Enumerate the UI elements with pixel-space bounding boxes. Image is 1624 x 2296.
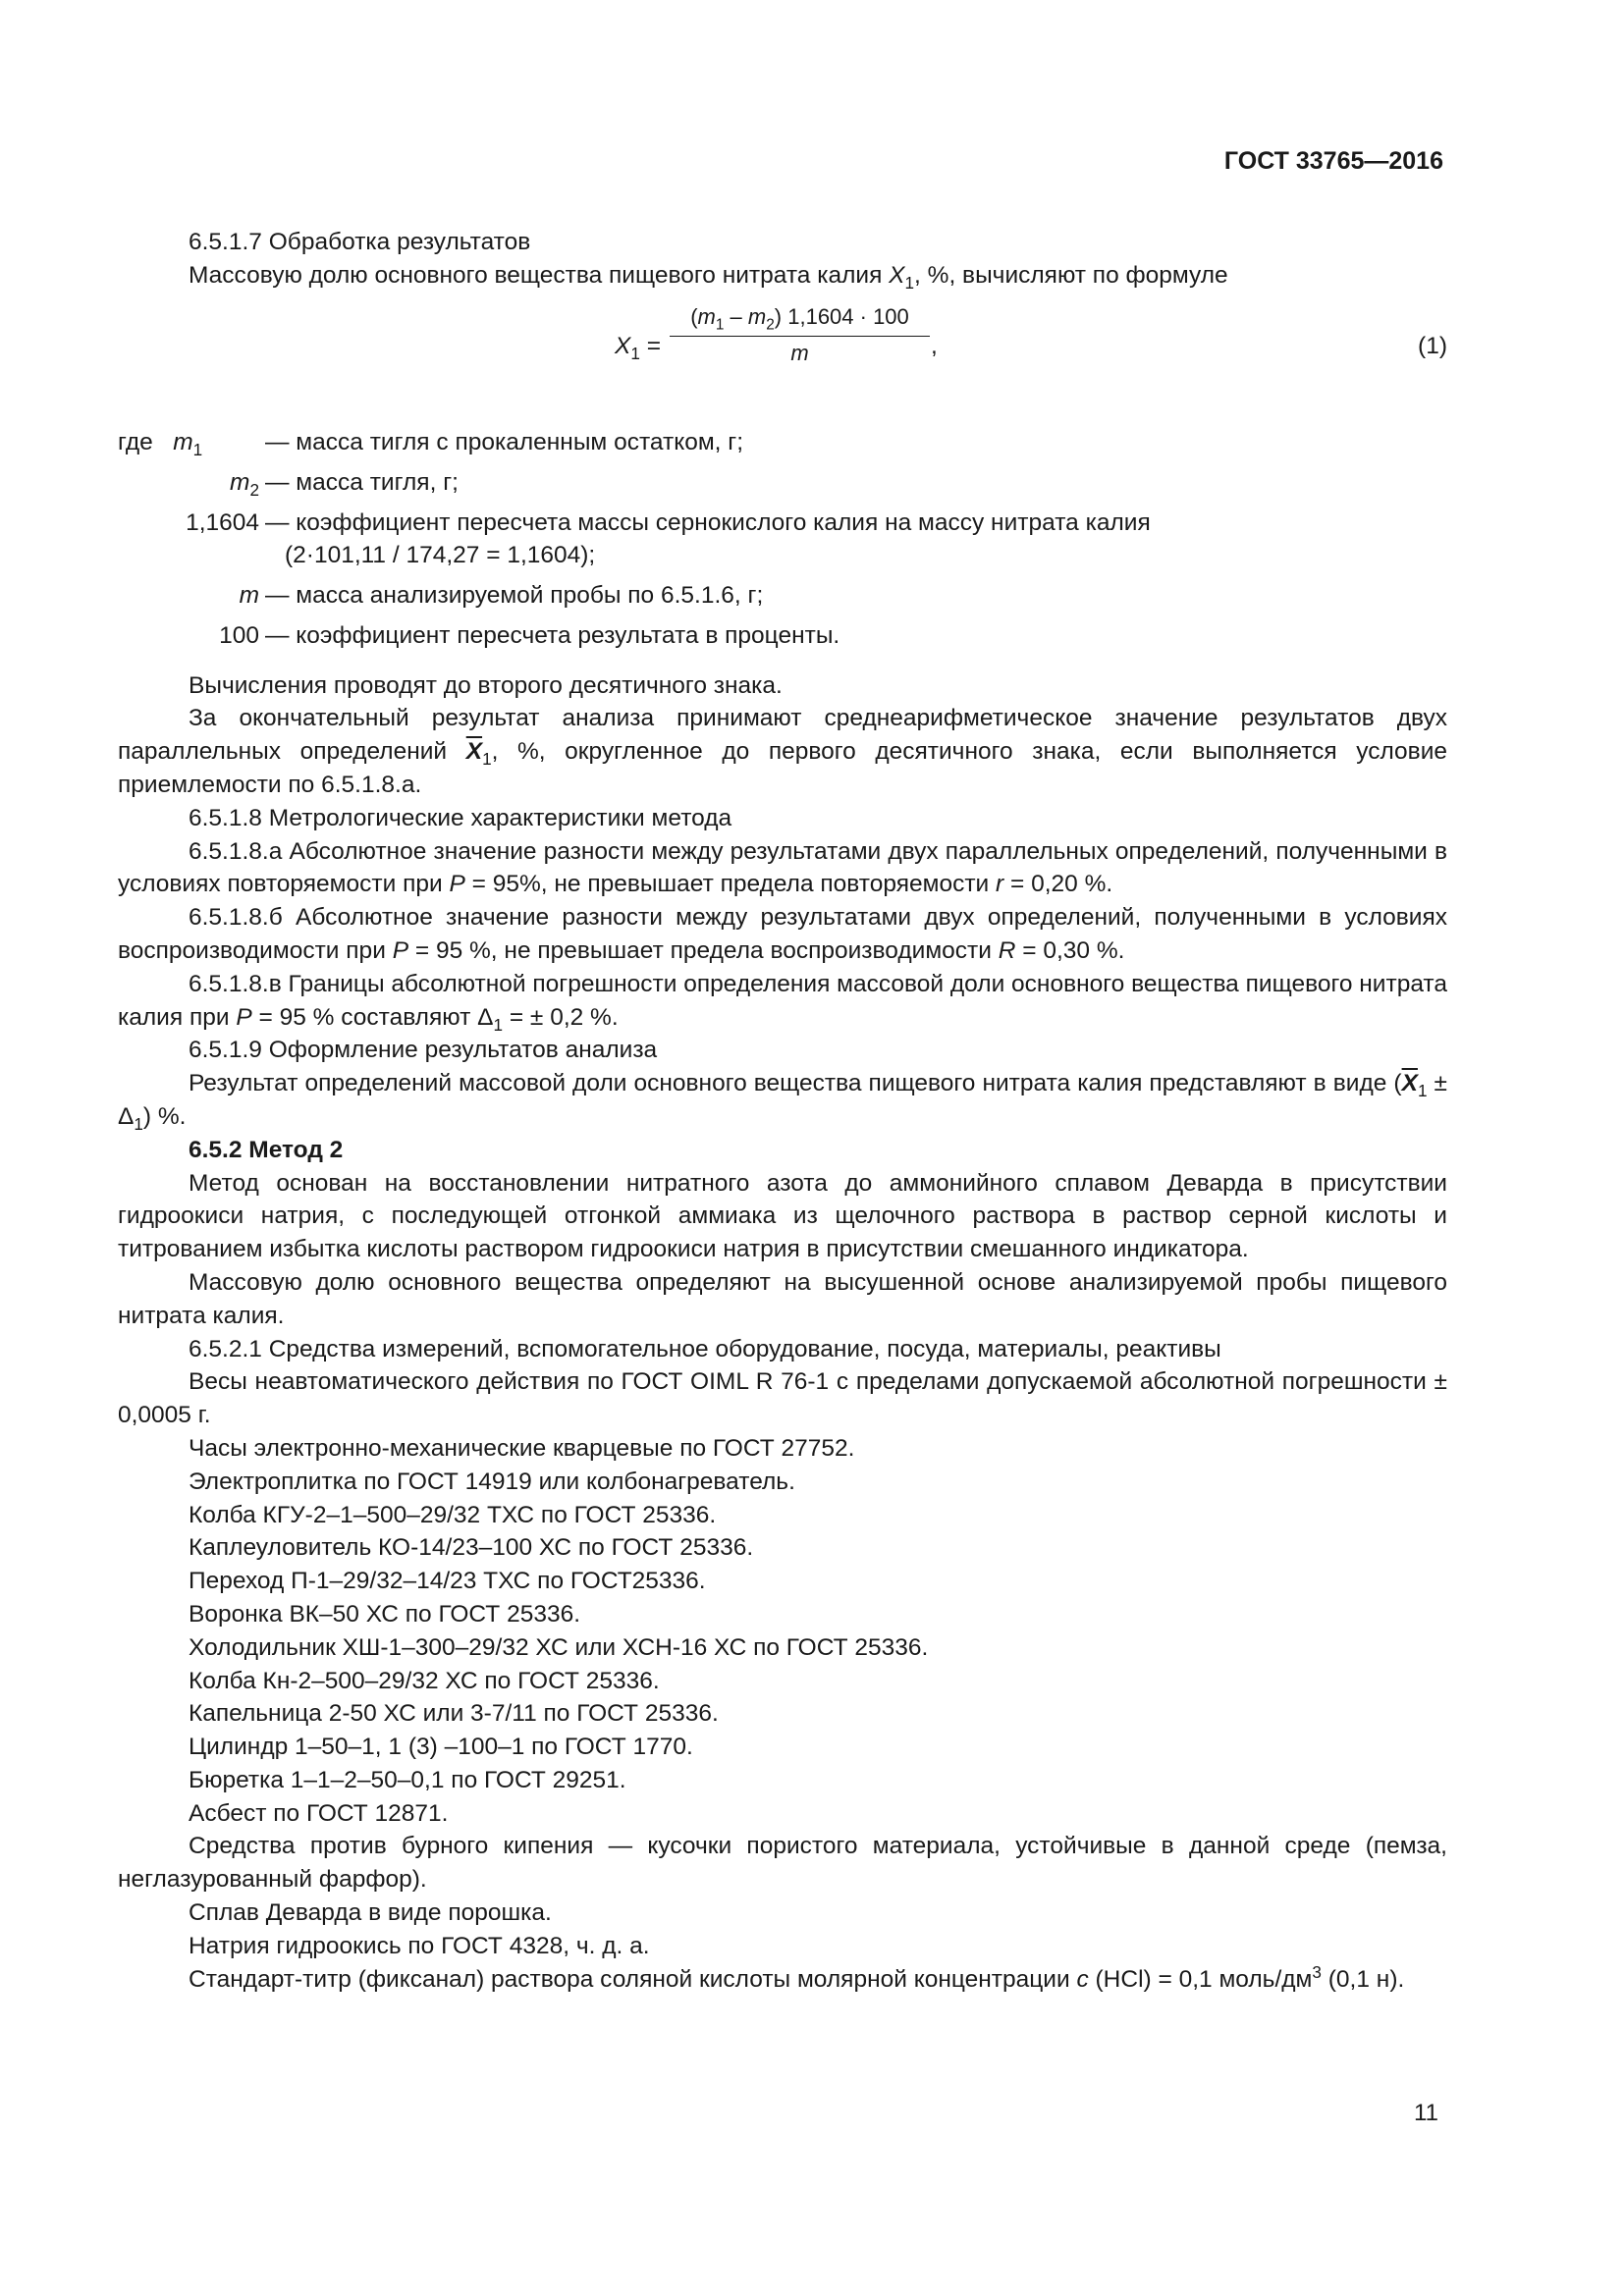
list-item: Колба Кн-2–500–29/32 ХС по ГОСТ 25336. bbox=[189, 1667, 660, 1694]
section-6-5-1-8-title: 6.5.1.8 Метрологические характеристики метода bbox=[189, 804, 732, 831]
section-6-5-2-title: 6.5.2 Метод 2 bbox=[189, 1136, 344, 1163]
section-6-5-1-9-title: 6.5.1.9 Оформление результатов анализа bbox=[189, 1037, 658, 1064]
formula-numerator: $(m_1 - m_2) 1,1604 \cdot 100$ bbox=[690, 303, 909, 333]
list-item: Холодильник ХШ-1–300–29/32 ХС или ХСН-16 ХС по ГОСТ 25336. bbox=[189, 1633, 929, 1661]
list-item: Каплеуловитель КО-14/23–100 ХС по ГОСТ 25336. bbox=[189, 1534, 754, 1562]
list-item: Цилиндр 1–50–1, 1 (3) –100–1 по ГОСТ 1770. bbox=[189, 1734, 693, 1761]
standard-titer-item: Стандарт-титр (фиксанал) раствора соляной кислоты молярной концентрации c (HCl) = 0,1 моль/$дм^3$ (0,1 н). bbox=[189, 1961, 1405, 1993]
method-2-description: Метод основан на восстановлении нитратного азота до аммонийного сплавом Деварда в присутствии гидроокиси натрия, с последующей отгонкой аммиака из щелочного раствора в раствор серной кислоты и титрованием избытка кислоты раствором гидроокиси натрия в присутствии смешанного индикатора. bbox=[118, 1169, 1447, 1263]
formula-lhs: $X_1$ = bbox=[615, 332, 662, 363]
section-6-5-1-8-b: 6.5.1.8.б Абсолютное значение разности между результатами двух определений, полученными в условиях воспроизводимости при P = 95 %, не превышает предела воспроизводимости R = 0,30 %. bbox=[118, 904, 1447, 964]
list-item: Электроплитка по ГОСТ 14919 или колбонагреватель. bbox=[189, 1468, 795, 1495]
list-item: Воронка ВК–50 ХС по ГОСТ 25336. bbox=[189, 1600, 580, 1628]
section-6-5-1-7-title: 6.5.1.7 Обработка результатов bbox=[189, 229, 531, 255]
boiling-agents-item: Средства против бурного кипения — кусочки пористого материала, устойчивые в данной среде (пемза, неглазурованный фарфор). bbox=[118, 1833, 1447, 1894]
document-header: ГОСТ 33765—2016 bbox=[1223, 147, 1443, 175]
list-item: Переход П-1–29/32–14/23 ТХС по ГОСТ25336. bbox=[189, 1568, 706, 1595]
page-number: 11 bbox=[1414, 2100, 1438, 2126]
method-2-mass-paragraph: Массовую долю основного вещества определяют на высушенной основе анализируемой пробы пищевого нитрата калия. bbox=[118, 1268, 1447, 1329]
fraction-bar bbox=[670, 336, 930, 337]
naoh-item: Натрия гидроокись по ГОСТ 4328, ч. д. а. bbox=[189, 1932, 650, 1959]
list-item: Колба КГУ-2–1–500–29/32 ТХС по ГОСТ 25336. bbox=[189, 1501, 717, 1528]
list-item: Бюретка 1–1–2–50–0,1 по ГОСТ 29251. bbox=[189, 1766, 626, 1793]
formula-number: (1) bbox=[1418, 332, 1447, 359]
list-item: Асбест по ГОСТ 12871. bbox=[189, 1799, 449, 1827]
section-6-5-2-1-title: 6.5.2.1 Средства измерений, вспомогательное оборудование, посуда, материалы, реактивы bbox=[189, 1335, 1221, 1362]
scales-item: Весы неавтоматического действия по ГОСТ OIML R 76-1 с пределами допускаемой абсолютной погрешности ± 0,0005 г. bbox=[118, 1368, 1447, 1429]
document-body bbox=[118, 226, 1447, 1996]
final-result-paragraph: За окончательный результат анализа принимают среднеарифметическое значение результатов двух параллельных определений $\overline{X}_1$, %, округленное до первого десятичного знака, если выполняется условие приемлемости по 6.5.1.8.а. bbox=[118, 705, 1448, 798]
formula-intro: Массовую долю основного вещества пищевого нитрата калия $X_1$, %, вычисляют по формуле bbox=[189, 261, 1228, 293]
where-item-m: m — масса анализируемой пробы по 6.5.1.6, г; bbox=[239, 581, 764, 609]
result-format-paragraph: Результат определений массовой доли основного вещества пищевого нитрата калия представляют в виде $(\overline{X}_1 \pm \Delta_1)$ %. bbox=[118, 1070, 1447, 1134]
list-item: Часы электронно-механические кварцевые по ГОСТ 27752. bbox=[189, 1434, 855, 1462]
where-item-100: 100 — коэффициент пересчета результата в проценты. bbox=[219, 621, 840, 649]
formula-1: $X_1$ = $(m_1 - m_2) 1,1604 \cdot 100$ m , (1) bbox=[118, 302, 1447, 408]
calc-paragraph: Вычисления проводят до второго десятичного знака. bbox=[189, 671, 783, 699]
section-6-5-1-8-a: 6.5.1.8.а Абсолютное значение разности между результатами двух параллельных определений, полученными в условиях повторяемости при P = 95%, не превышает предела повторяемости r = 0,20 %. bbox=[118, 837, 1447, 898]
section-6-5-1-8-v: 6.5.1.8.в Границы абсолютной погрешности определения массовой доли основного вещества пищевого нитрата калия при P = 95 % составляют $\Delta_1$ = ± 0,2 %. bbox=[118, 970, 1447, 1035]
formula-fraction bbox=[670, 302, 930, 368]
where-list bbox=[118, 422, 1447, 656]
where-item-m2: $m_2$ — масса тигля, г; bbox=[230, 468, 459, 500]
where-item-m1: где $m_1$ — масса тигля с прокаленным остатком, г; bbox=[118, 428, 744, 459]
list-item: Капельница 2-50 ХС или 3-7/11 по ГОСТ 25336. bbox=[189, 1700, 719, 1728]
where-item-coefficient: 1,1604 — коэффициент пересчета массы сернокислого калия на массу нитрата калия (2·101,11 / 174,27 = 1,1604); bbox=[186, 508, 1151, 568]
devarda-item: Сплав Деварда в виде порошка. bbox=[189, 1899, 552, 1927]
formula-denominator: m bbox=[790, 340, 809, 365]
